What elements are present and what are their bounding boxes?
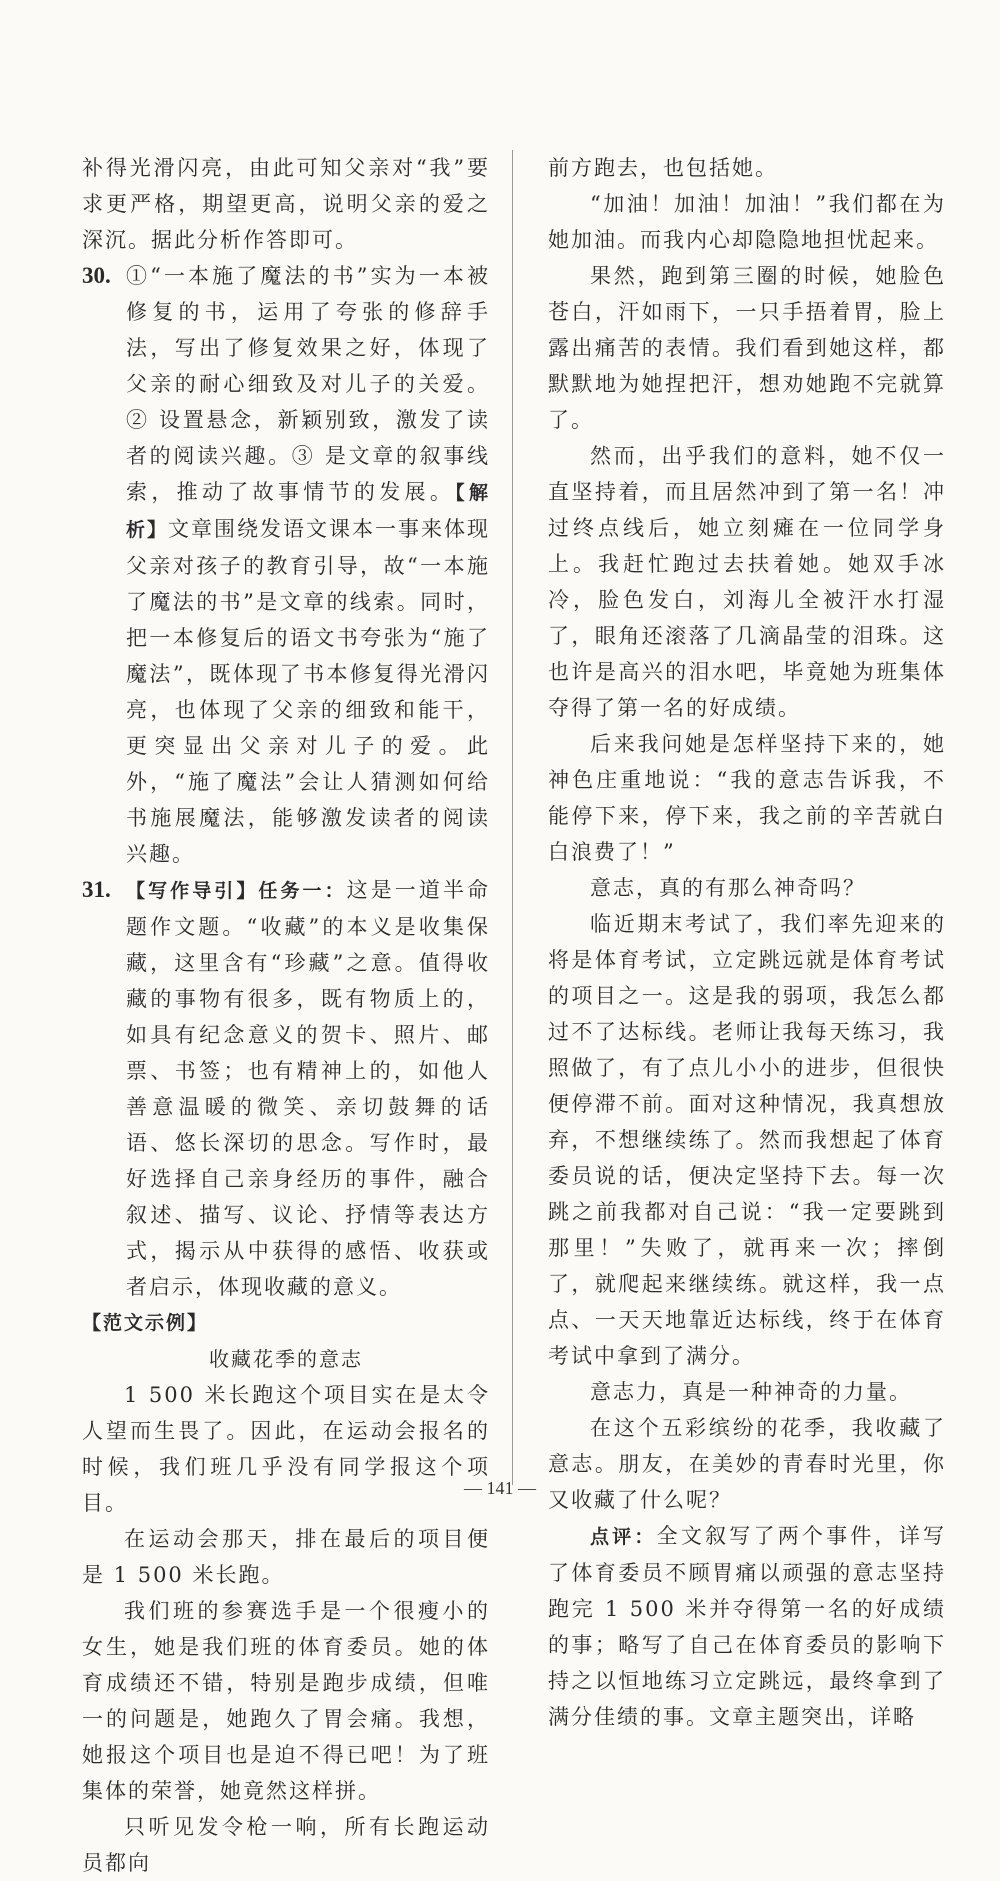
essay-paragraph: “加油！加油！加油！”我们都在为她加油。而我内心却隐隐地担忧起来。 bbox=[548, 192, 946, 252]
essay-paragraph: 意志，真的有那么神奇吗？ bbox=[590, 876, 866, 900]
question-30 bbox=[82, 258, 490, 872]
question-31 bbox=[82, 872, 490, 1305]
essay-paragraph: 后来我问她是怎样坚持下来的，她神色庄重地说：“我的意志告诉我，不能停下来，停下来，我之前的辛苦就白白浪费了！” bbox=[548, 732, 946, 864]
sample-essay-tag: 【范文示例】 bbox=[82, 1312, 209, 1334]
essay-paragraph: 我们班的参赛选手是一个很瘦小的女生，她是我们班的体育委员。她的体育成绩还不错，特别是跑步成绩，但唯一的问题是，她跑久了胃会痛。我想，她报这个项目也是迫不得已吧！为了班集体的荣誉，她竟然这样拼。 bbox=[82, 1599, 490, 1803]
essay-paragraph: 临近期末考试了，我们率先迎来的将是体育考试，立定跳远就是体育考试的项目之一。这是我的弱项，我怎么都过不了达标线。老师让我每天练习，我照做了，有了点儿小小的进步，但很快便停滞不前。面对这种情况，我真想放弃，不想继续练了。然而我想起了体育委员说的话，便决定坚持下去。每一次跳之前我都对自己说：“我一定要跳到那里！”失败了，就再来一次；摔倒了，就爬起来继续练。就这样，我一点点、一天天地靠近达标线，终于在体育考试中拿到了满分。 bbox=[548, 912, 946, 1368]
page-number: — 141 — bbox=[464, 1478, 536, 1498]
essay-paragraph: 在这个五彩缤纷的花季，我收藏了意志。朋友，在美妙的青春时光里，你又收藏了什么呢？ bbox=[548, 1416, 946, 1512]
writing-guide-text: 这是一道半命题作文题。“收藏”的本义是收集保藏，这里含有“珍藏”之意。值得收藏的事物有很多，既有物质上的，如具有纪念意义的贺卡、照片、邮票、书签；也有精神上的，如他人善意温暖的微笑、亲切鼓舞的话语、悠长深切的思念。写作时，最好选择自己亲身经历的事件，融合叙述、描写、议论、抒情等表达方式，揭示从中获得的感悟、收获或者启示，体现收藏的意义。 bbox=[126, 878, 490, 1299]
column-divider bbox=[512, 150, 513, 1485]
comment-text: 全文叙写了两个事件，详写了体育委员不顾胃痛以顽强的意志坚持跑完 1 500 米并夺得第一名的好成绩的事；略写了自己在体育委员的影响下持之以恒地练习立定跳远，最终拿到了满分佳绩的事。文章主题突出，详略 bbox=[548, 1524, 946, 1729]
essay-paragraph: 只听见发令枪一响，所有长跑运动员都向 bbox=[82, 1815, 490, 1875]
analysis-tag: 【解析】 bbox=[126, 482, 490, 541]
essay-paragraph: 果然，跑到第三圈的时候，她脸色苍白，汗如雨下，一只手捂着胃，脸上露出痛苦的表情。我们看到她这样，都默默地为她捏把汗，想劝她跑不完就算了。 bbox=[548, 264, 946, 432]
essay-paragraph: 前方跑去，也包括她。 bbox=[548, 156, 778, 180]
answer-continuation: 补得光滑闪亮，由此可知父亲对“我”要求更严格，期望更高，说明父亲的爱之深沉。据此分析作答即可。 bbox=[82, 156, 490, 252]
essay-title: 收藏花季的意志 bbox=[209, 1347, 363, 1371]
essay-paragraph: 1 500 米长跑这个项目实在是太令人望而生畏了。因此，在运动会报名的时候，我们班几乎没有同学报这个项目。 bbox=[82, 1383, 490, 1515]
question-number: 30. bbox=[82, 263, 111, 288]
answer-text: ①“一本施了魔法的书”实为一本被修复的书，运用了夸张的修辞手法，写出了修复效果之好，体现了父亲的耐心细致及对儿子的关爱。② 设置悬念，新颖别致，激发了读者的阅读兴趣。③ 是文章的叙事线索，推动了故事情节的发展。 bbox=[126, 264, 490, 504]
comment-label: 点评： bbox=[590, 1526, 657, 1548]
essay-paragraph: 然而，出乎我们的意料，她不仅一直坚持着，而且居然冲到了第一名！冲过终点线后，她立刻瘫在一位同学身上。我赶忙跑过去扶着她。她双手冰冷，脸色发白，刘海儿全被汗水打湿了，眼角还滚落了几滴晶莹的泪珠。这也许是高兴的泪水吧，毕竟她为班集体夺得了第一名的好成绩。 bbox=[548, 444, 946, 720]
comment-paragraph bbox=[548, 1518, 946, 1735]
question-number: 31. bbox=[82, 877, 111, 902]
writing-guide-tag: 【写作导引】任务一： bbox=[126, 880, 347, 902]
essay-paragraph: 在运动会那天，排在最后的项目便是 1 500 米长跑。 bbox=[82, 1527, 490, 1587]
left-column bbox=[82, 150, 490, 1881]
essay-paragraph: 意志力，真是一种神奇的力量。 bbox=[590, 1380, 912, 1404]
analysis-text: 文章围绕发语文课本一事来体现父亲对孩子的教育引导，故“一本施了魔法的书”是文章的线索。同时，把一本修复后的语文书夸张为“施了魔法”，既体现了书本修复得光滑闪亮，也体现了父亲的细致和能干，更突显出父亲对儿子的爱。此外，“施了魔法”会让人猜测如何给书施展魔法，能够激发读者的阅读兴趣。 bbox=[126, 517, 491, 866]
